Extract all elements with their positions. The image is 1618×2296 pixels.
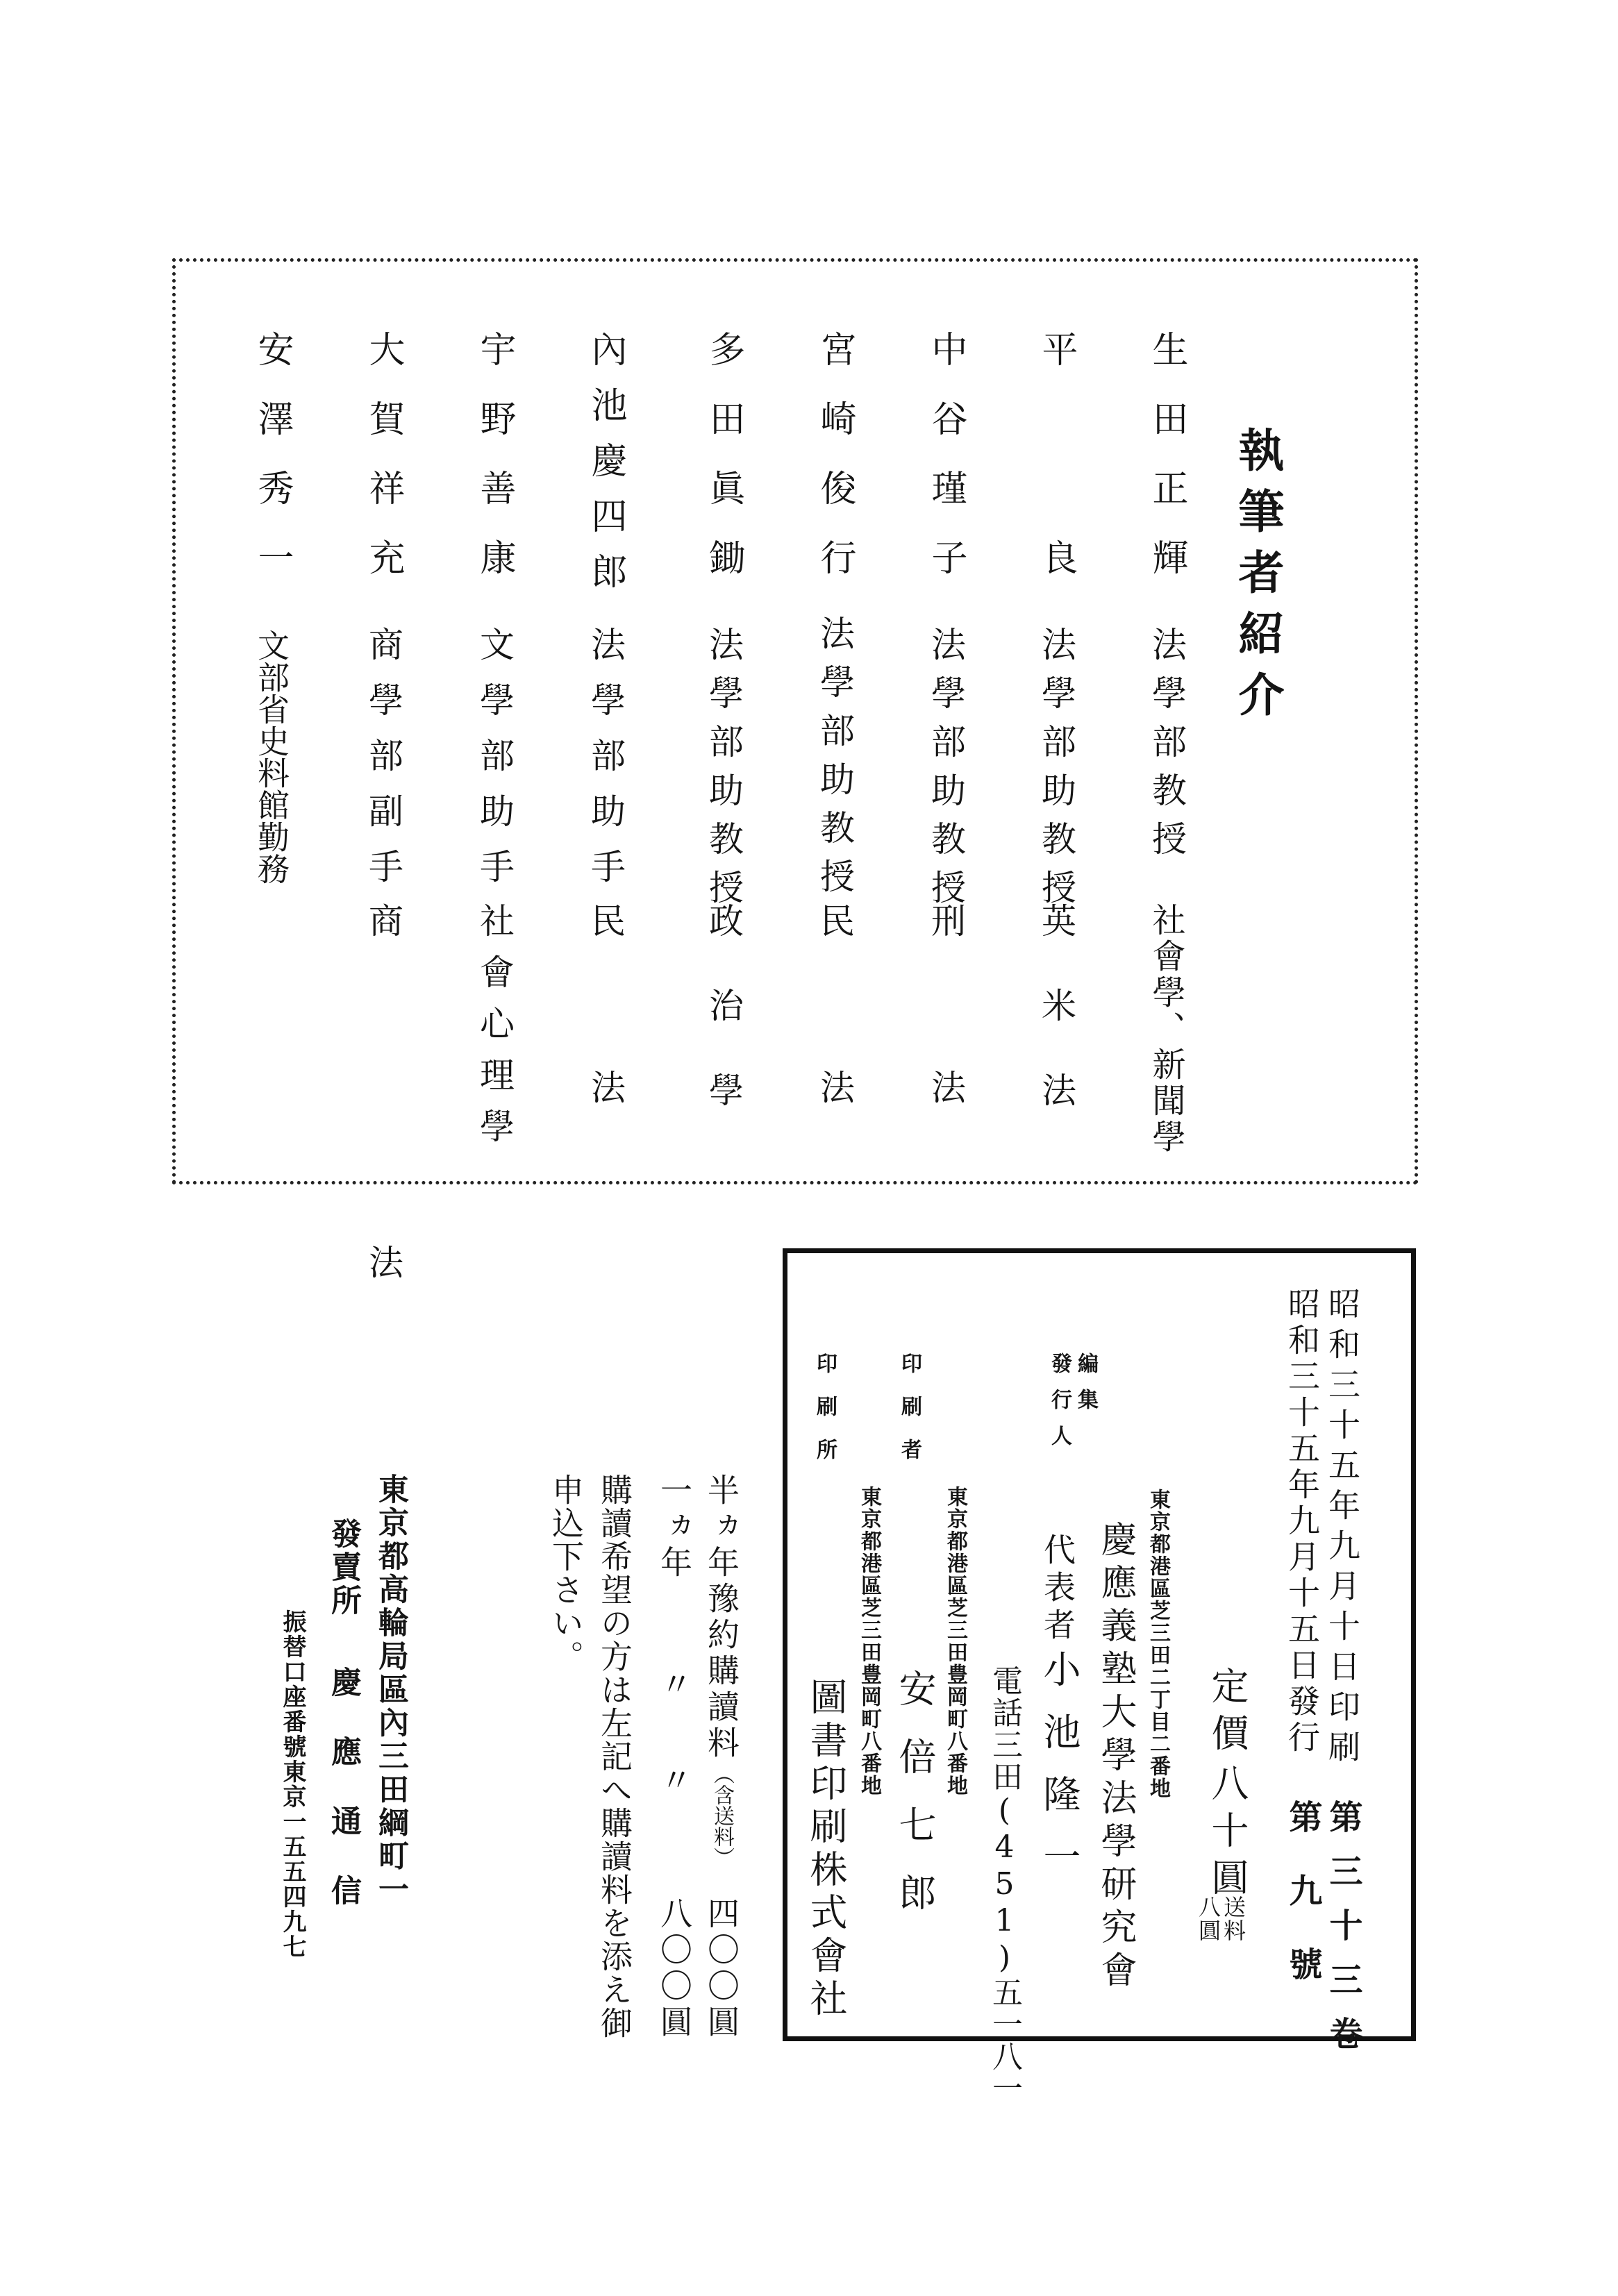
contributor-role: 法學部助教授	[815, 615, 855, 907]
contributor-subject: 社會學、新聞學	[1146, 903, 1185, 1155]
printshop-label: 印刷所	[812, 1352, 837, 1482]
editor-rep-name: 小池隆一	[1037, 1650, 1081, 1900]
contributor-role: 文學部助手	[474, 626, 515, 904]
seller-account-number: 振替口座番號東京一五五四九七	[278, 1609, 306, 1959]
contributor-subject: 刑 法	[926, 903, 966, 1153]
contributor-subject: 政治學	[703, 903, 744, 1157]
contributor-subject: 民 法	[585, 903, 626, 1153]
contributor-name: 內池慶四郎	[585, 330, 626, 608]
editor-organization: 慶應義塾大學法學研究會	[1094, 1520, 1136, 1994]
subscription-half-year-price: 四〇〇圓	[703, 1897, 740, 2041]
editor-phone: 電話三田(451)五一八一	[987, 1665, 1022, 2104]
subscription-note-line-2: 申込下さい。	[547, 1473, 585, 1673]
contributor-name: 大賀祥充	[362, 330, 404, 608]
contributors-title: 執筆者紹介	[1231, 426, 1285, 732]
seller-name: 慶應通信	[326, 1666, 361, 1944]
contributor-role: 法學部助教授	[1036, 626, 1076, 918]
subscription-one-year-price: 八〇〇圓	[656, 1897, 693, 2041]
seller-label: 發賣所	[326, 1518, 361, 1618]
contributor-role: 法學部助教授	[703, 626, 744, 918]
price-note-shipping: 送料	[1220, 1895, 1246, 1943]
price-label: 定價	[1206, 1666, 1249, 1761]
editor-address: 東京都港區芝三田二丁目二番地	[1146, 1489, 1170, 1800]
contributor-name: 宇野善康	[474, 330, 515, 608]
printshop-name: 圖書印刷株式會社	[804, 1677, 848, 2022]
contributor-name: 安澤秀一	[251, 330, 293, 608]
contributor-role: 法學部助教授	[926, 626, 966, 918]
contributor-name: 多田眞鋤	[703, 330, 744, 608]
contributor-subject: 民 法	[815, 903, 855, 1153]
contributor-role: 法學部教授	[1146, 626, 1187, 869]
volume-number: 第三十三卷	[1324, 1800, 1362, 2070]
printer-label: 印刷者	[897, 1352, 921, 1482]
contributor-subject: 商 法	[363, 903, 403, 1415]
subscription-one-year-label: 一ヵ年	[656, 1473, 693, 1582]
contributor-name: 生田正輝	[1146, 330, 1187, 608]
printer-name: 安倍七郎	[893, 1669, 937, 1941]
contributor-role: 法學部助手	[585, 626, 626, 904]
contributor-role: 文部省史料館勤務	[253, 629, 290, 885]
subscription-note-line-1: 購讀希望の方は左記へ購讀料を添え御	[596, 1473, 633, 2040]
editor-rep-label: 代表者	[1039, 1533, 1076, 1645]
subscription-ditto-2: 〃	[656, 1763, 693, 1800]
subscription-half-year-note: （含送料）	[710, 1763, 734, 1868]
issue-date: 昭和三十五年九月十五日發行	[1283, 1287, 1321, 1757]
issue-number: 第九號	[1283, 1800, 1322, 2020]
print-date: 昭和三十五年九月十日印刷	[1324, 1287, 1361, 1770]
contributor-subject: 英米法	[1036, 903, 1076, 1157]
printshop-address: 東京都港區芝三田豊岡町八番地	[857, 1486, 881, 1797]
seller-address: 東京都高輪局區內三田綱町一	[373, 1473, 408, 1907]
printer-address: 東京都港區芝三田豊岡町八番地	[943, 1486, 967, 1797]
subscription-ditto-1: 〃	[656, 1668, 693, 1704]
price-value: 八十圓	[1206, 1763, 1249, 1905]
price-note-amount: 八圓	[1195, 1895, 1221, 1943]
subscription-half-year-label: 半ヵ年豫約購讀料	[703, 1473, 740, 1762]
contributor-subject: 社會心理學	[474, 903, 515, 1159]
contributor-name: 中谷瑾子	[925, 330, 967, 608]
contributor-name: 平 良	[1035, 330, 1077, 608]
contributor-name: 宮崎俊行	[814, 330, 856, 608]
contributor-role: 商學部副手	[363, 626, 403, 904]
editor-label: 編集	[1074, 1352, 1098, 1425]
publisher-label: 發行人	[1047, 1352, 1071, 1461]
